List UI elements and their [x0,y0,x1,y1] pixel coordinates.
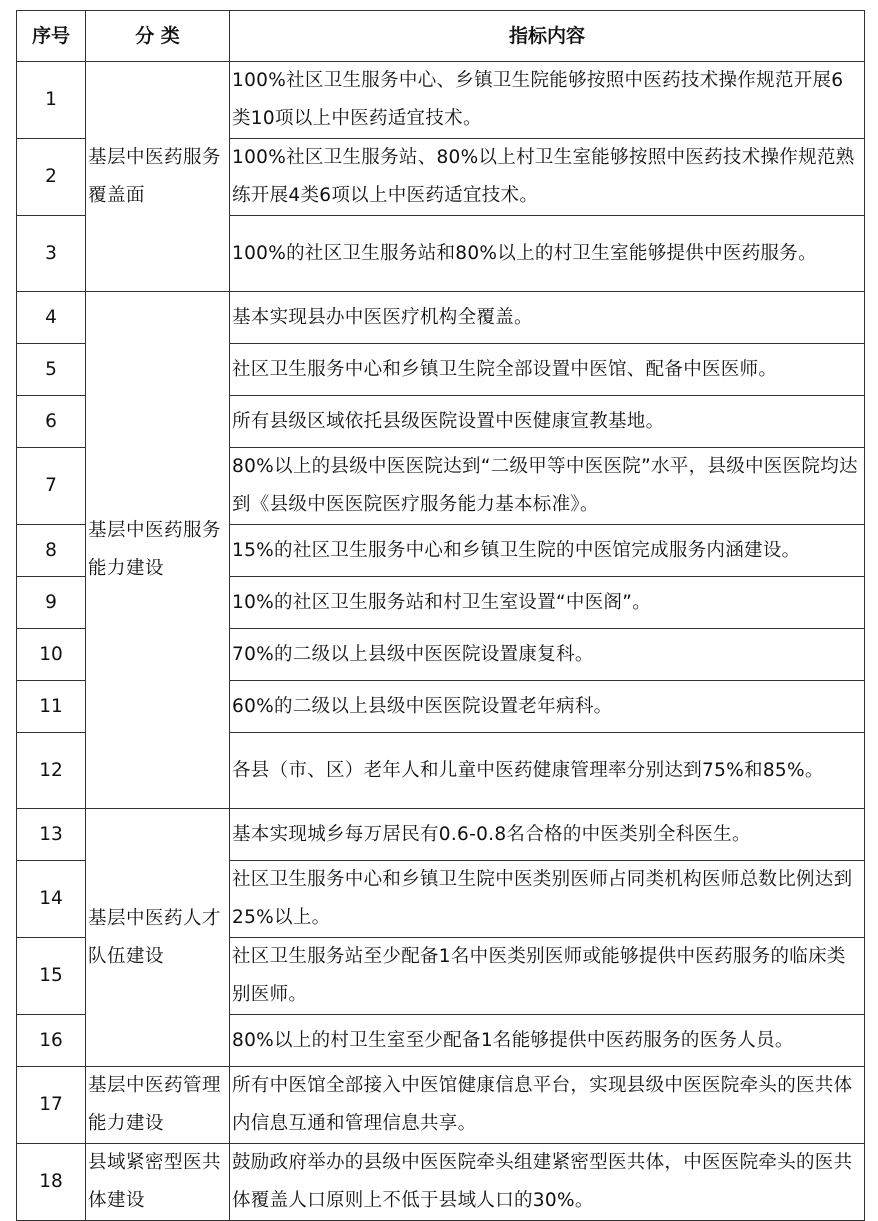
row-content: 社区卫生服务中心和乡镇卫生院全部设置中医馆、配备中医医师。 [230,344,865,396]
row-number: 15 [17,938,86,1015]
category-cell: 基层中医药服务能力建设 [86,292,230,809]
row-number: 7 [17,448,86,525]
row-content: 所有县级区域依托县级医院设置中医健康宣教基地。 [230,396,865,448]
row-content: 鼓励政府举办的县级中医医院牵头组建紧密型医共体，中医医院牵头的医共体覆盖人口原则上不低于县域人口的30%。 [230,1144,865,1221]
header-index: 序号 [17,11,86,62]
table-row [17,1144,865,1221]
row-number: 16 [17,1015,86,1067]
row-content: 80%以上的村卫生室至少配备1名能够提供中医药服务的医务人员。 [230,1015,865,1067]
row-number: 4 [17,292,86,344]
row-number: 8 [17,525,86,577]
table-header-row [17,11,865,62]
header-category: 分 类 [86,11,230,62]
row-number: 1 [17,62,86,139]
row-content: 15%的社区卫生服务中心和乡镇卫生院的中医馆完成服务内涵建设。 [230,525,865,577]
row-content: 80%以上的县级中医医院达到“二级甲等中医医院”水平，县级中医医院均达到《县级中医医院医疗服务能力基本标准》。 [230,448,865,525]
category-cell: 基层中医药人才队伍建设 [86,809,230,1067]
row-content: 100%社区卫生服务站、80%以上村卫生室能够按照中医药技术操作规范熟练开展4类6项以上中医药适宜技术。 [230,139,865,216]
row-content: 各县（市、区）老年人和儿童中医药健康管理率分别达到75%和85%。 [230,733,865,809]
table-row [17,62,865,139]
table-row [17,292,865,344]
category-cell: 基层中医药管理能力建设 [86,1067,230,1144]
row-number: 3 [17,216,86,292]
row-number: 13 [17,809,86,861]
header-content: 指标内容 [230,11,865,62]
row-number: 18 [17,1144,86,1221]
table-row [17,1067,865,1144]
table-row [17,809,865,861]
row-number: 10 [17,629,86,681]
row-number: 5 [17,344,86,396]
row-content: 10%的社区卫生服务站和村卫生室设置“中医阁”。 [230,577,865,629]
row-content: 60%的二级以上县级中医医院设置老年病科。 [230,681,865,733]
row-content: 基本实现城乡每万居民有0.6-0.8名合格的中医类别全科医生。 [230,809,865,861]
row-number: 9 [17,577,86,629]
row-number: 17 [17,1067,86,1144]
row-number: 6 [17,396,86,448]
row-content: 社区卫生服务中心和乡镇卫生院中医类别医师占同类机构医师总数比例达到25%以上。 [230,861,865,938]
row-content: 100%的社区卫生服务站和80%以上的村卫生室能够提供中医药服务。 [230,216,865,292]
row-number: 12 [17,733,86,809]
row-content: 社区卫生服务站至少配备1名中医类别医师或能够提供中医药服务的临床类别医师。 [230,938,865,1015]
row-number: 14 [17,861,86,938]
row-content: 基本实现县办中医医疗机构全覆盖。 [230,292,865,344]
category-cell: 基层中医药服务覆盖面 [86,62,230,292]
row-content: 70%的二级以上县级中医医院设置康复科。 [230,629,865,681]
indicator-table [16,10,865,1221]
row-number: 11 [17,681,86,733]
row-content: 所有中医馆全部接入中医馆健康信息平台，实现县级中医医院牵头的医共体内信息互通和管理信息共享。 [230,1067,865,1144]
row-number: 2 [17,139,86,216]
category-cell: 县域紧密型医共体建设 [86,1144,230,1221]
row-content: 100%社区卫生服务中心、乡镇卫生院能够按照中医药技术操作规范开展6类10项以上中医药适宜技术。 [230,62,865,139]
